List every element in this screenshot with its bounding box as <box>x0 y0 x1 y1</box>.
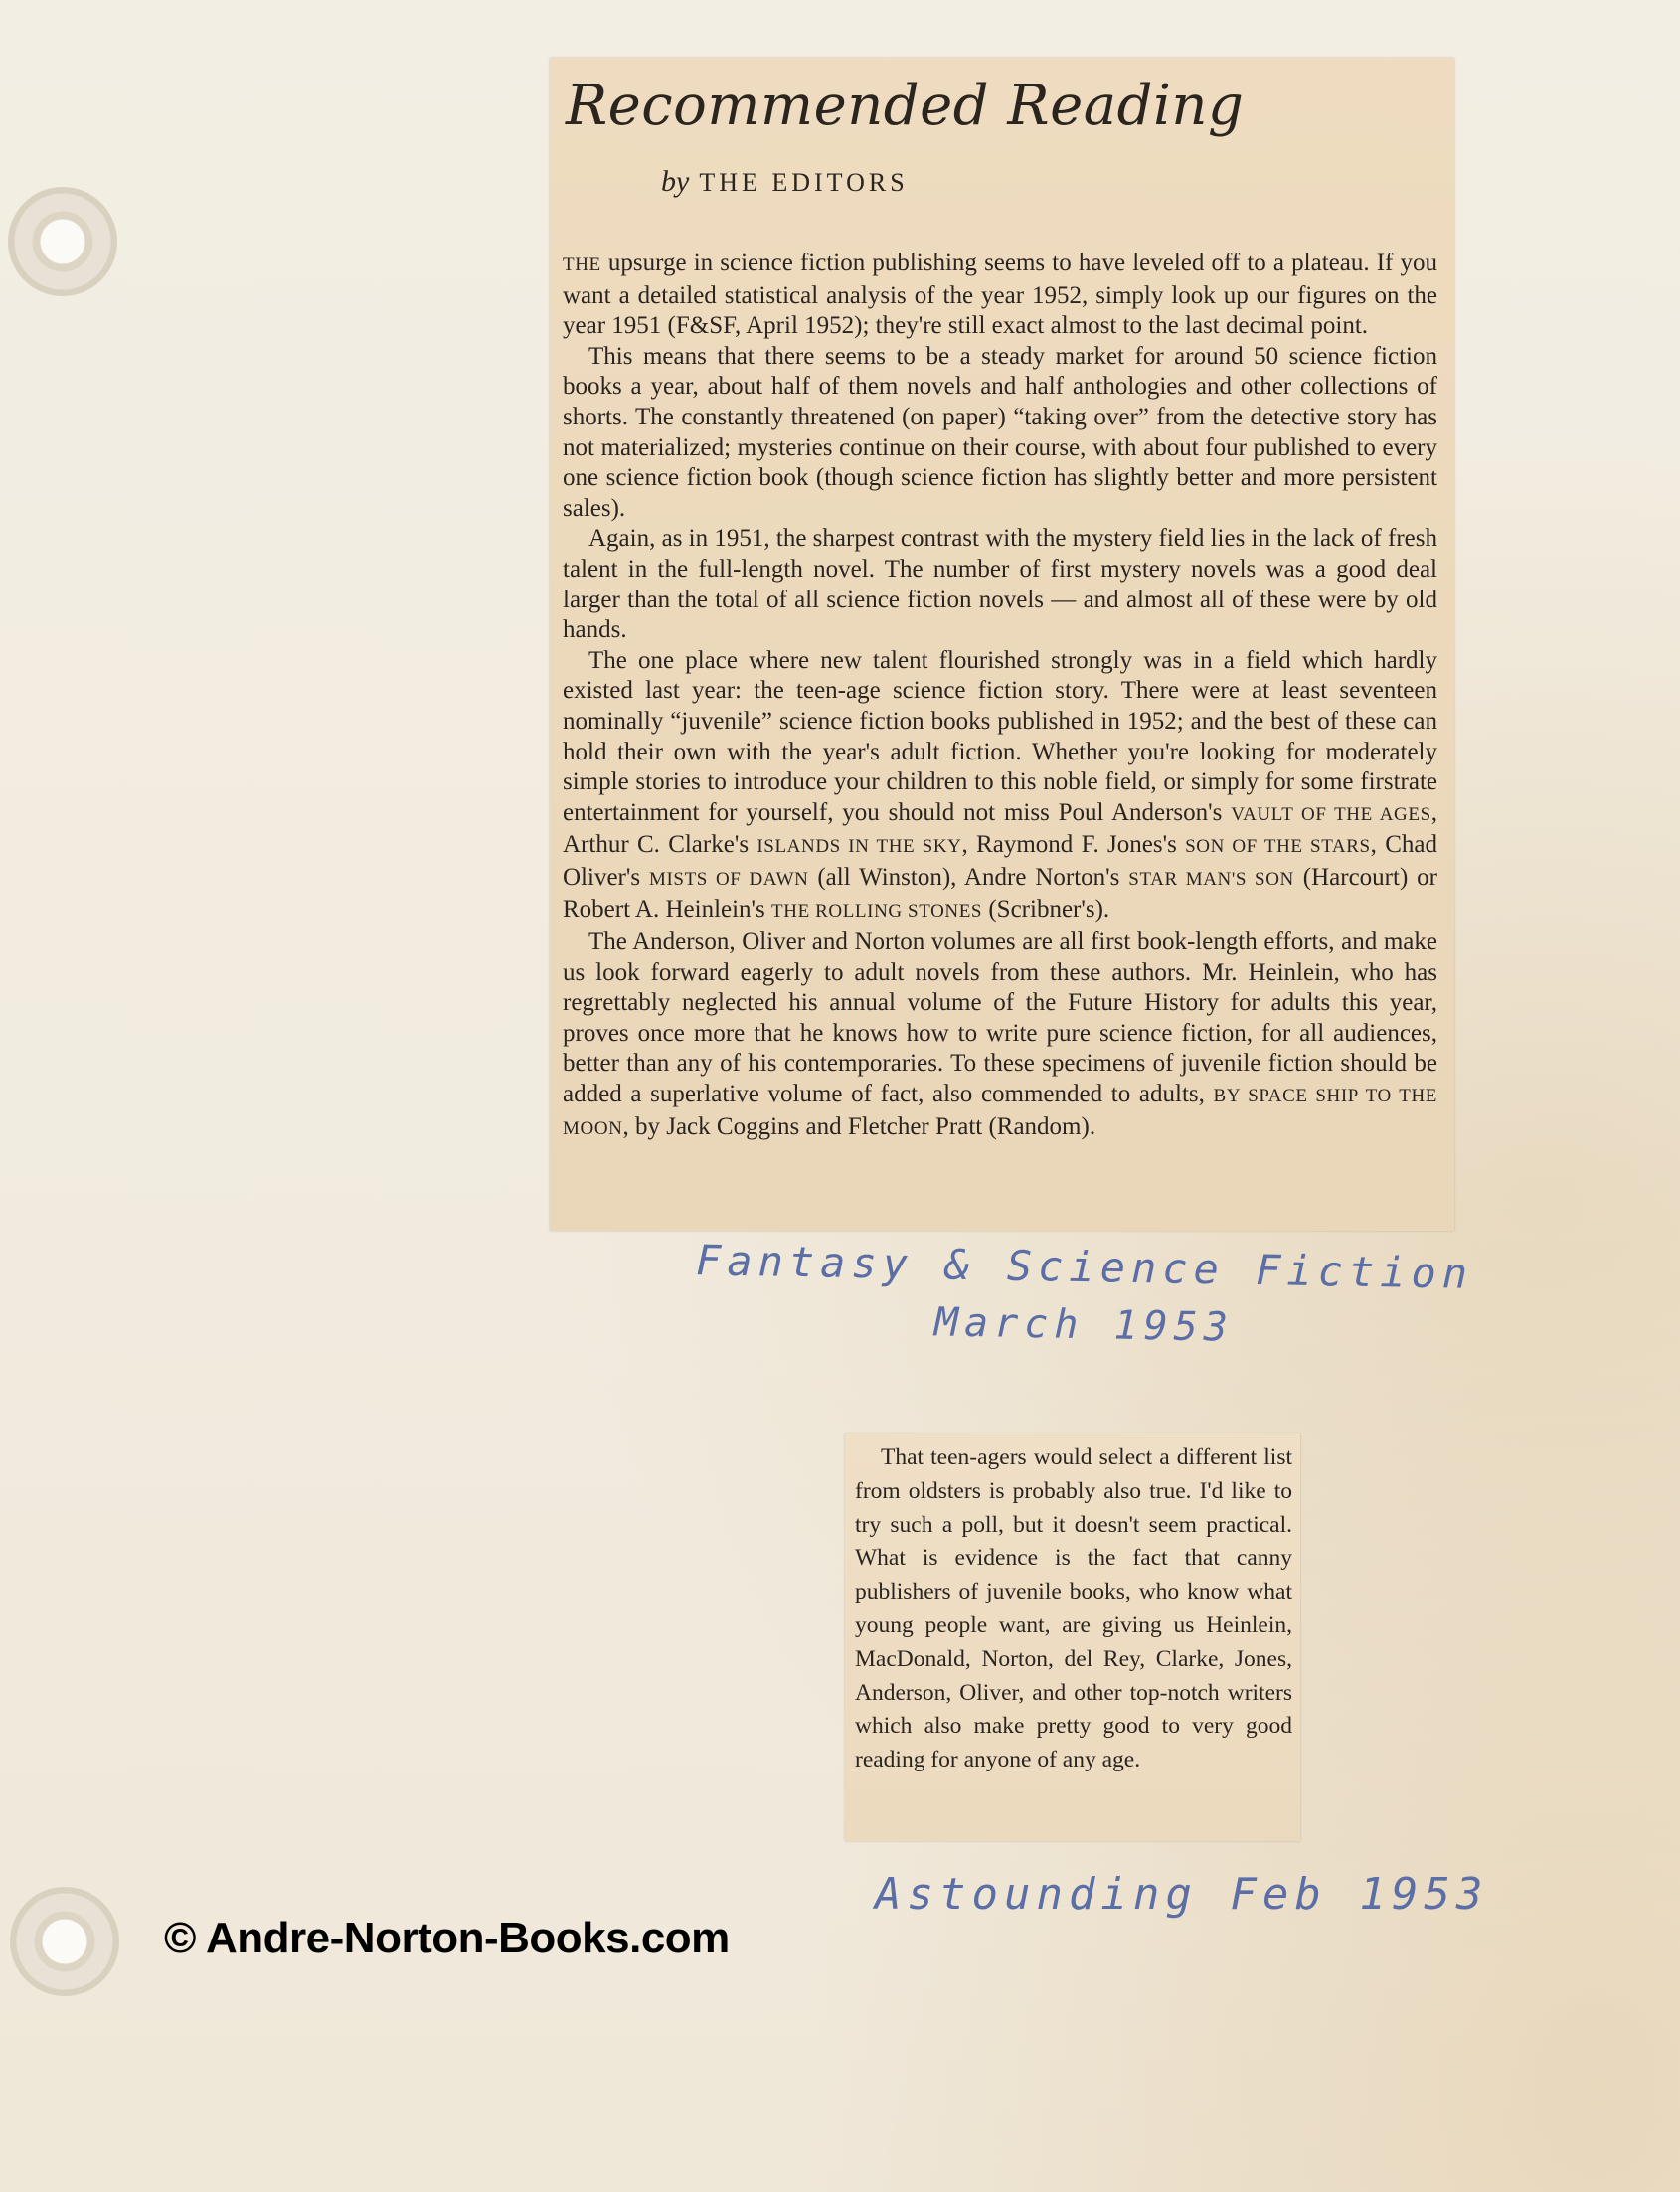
paragraph-text: , Arthur C. Clarke's <box>563 798 1437 859</box>
paragraph-text: (Harcourt) or Robert A. Heinlein's <box>563 863 1438 924</box>
binder-hole-bottom <box>10 1887 119 1996</box>
handwritten-source-astounding: Astounding Feb 1953 <box>875 1869 1489 1920</box>
clipping-body <box>855 1441 1292 1777</box>
book-title-smallcaps: VAULT OF THE AGES <box>1231 803 1431 825</box>
paragraph-text: , Chad Oliver's <box>563 831 1437 891</box>
paragraph-text: (Scribner's). <box>982 896 1110 924</box>
book-title-smallcaps: SON OF THE STARS <box>1185 836 1371 858</box>
book-title-smallcaps: THE ROLLING STONES <box>771 901 983 923</box>
byline-name: THE EDITORS <box>699 168 909 197</box>
binder-hole-top <box>8 187 117 296</box>
book-title-smallcaps: STAR MAN'S SON <box>1128 868 1294 890</box>
paragraph-text: , by Jack Coggins and Fletcher Pratt (Random). <box>622 1112 1096 1140</box>
paragraph-text: , Raymond F. Jones's <box>961 831 1186 859</box>
book-title-smallcaps: ISLANDS IN THE SKY <box>756 836 962 858</box>
article-paragraph <box>563 342 1437 525</box>
book-title-smallcaps: THE <box>563 254 601 275</box>
paragraph-text: The Anderson, Oliver and Norton volumes are all first book-length efforts, and make us look forward eagerly to adult novels from these authors. Mr. Heinlein, who has regrettably neglected his annual volume of the Future History for adults this year, proves once more that he knows how to write pure science fiction, for all audiences, better than any of his contemporaries. To these specimens of juvenile fiction should be added a superlative volume of fact, also commended to adults, <box>563 928 1437 1108</box>
byline-prefix: by <box>661 165 690 198</box>
paragraph-text: Again, as in 1951, the sharpest contrast with the mystery field lies in the lack of fresh talent in the full-length novel. The number of first mystery novels was a good deal larger than the total of all science fiction novels — and almost all of these were by old hands. <box>563 525 1437 644</box>
paragraph-text: (all Winston), Andre Norton's <box>808 863 1129 891</box>
paragraph-text: This means that there seems to be a steady market for around 50 science fiction books a year, about half of them novels and half anthologies and other collections of shorts. The constantly threatened (on paper) “taking over” from the detective story has not materialized; mysteries continue on their course, with about four published to every one science fiction book (though science fiction has slightly better and more persistent sales). <box>563 342 1437 522</box>
handwritten-source-line2: March 1953 <box>933 1299 1235 1351</box>
article-body <box>563 249 1437 1144</box>
paragraph-text: The one place where new talent flourished strongly was in a field which hardly existed last year: the teen-age science fiction story. There were at least seventeen nominally “juvenile” science fiction books published in 1952; and the best of these can hold their own with the year's adult fiction. Whether you're looking for moderately simple stories to introduce your children to this noble field, or simply for some firstrate entertainment for yourself, you should not miss Poul Anderson's <box>563 646 1437 826</box>
book-title-smallcaps: BY SPACE SHIP TO THE MOON <box>563 1086 1438 1139</box>
article-paragraph <box>563 524 1437 645</box>
handwritten-source-line1: Fantasy & Science Fiction <box>695 1236 1474 1298</box>
article-paragraph <box>563 927 1437 1144</box>
article-title: Recommended Reading <box>566 74 1245 138</box>
magazine-clipping-astounding <box>845 1433 1300 1841</box>
clipping-paragraph: That teen-agers would select a different list from oldsters is probably also true. I'd like to try such a poll, but it doesn't seem practical. What is evidence is the fact that canny publishers of juvenile books, who know what young people want, are giving us Heinlein, MacDonald, Norton, del Rey, Clarke, Jones, Anderson, Oliver, and other top-notch writers which also make pretty good to very good reading for anyone of any age. <box>855 1444 1292 1773</box>
paragraph-text: upsurge in science fiction publishing seems to have leveled off to a plateau. If you want a detailed statistical analysis of the year 1952, simply look up our figures on the year 1951 (F&SF, April 1952); they're still exact almost to the last decimal point. <box>563 250 1437 340</box>
magazine-clipping-recommended-reading <box>550 58 1454 1231</box>
article-paragraph <box>563 249 1437 342</box>
copyright-watermark: © Andre-Norton-Books.com <box>164 1914 730 1962</box>
book-title-smallcaps: MISTS OF DAWN <box>649 868 809 890</box>
article-paragraph <box>563 646 1437 927</box>
article-byline <box>661 165 909 199</box>
